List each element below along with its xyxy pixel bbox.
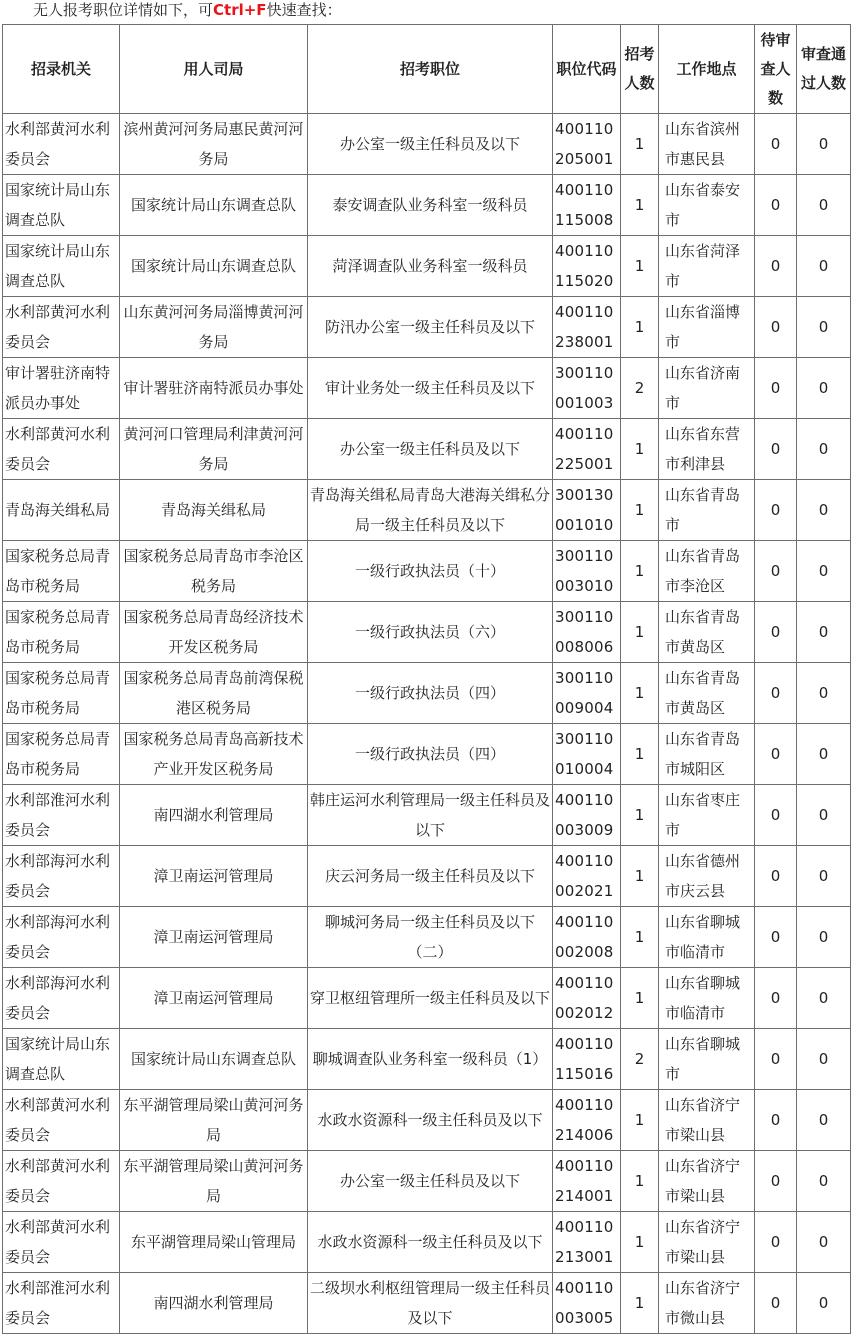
col-header-location: 工作地点 (659, 25, 755, 114)
cell-code: 400110003005 (553, 1273, 621, 1334)
cell-code: 400110002021 (553, 846, 621, 907)
cell-quota: 2 (621, 358, 659, 419)
cell-agency: 水利部海河水利委员会 (3, 968, 120, 1029)
cell-agency: 水利部海河水利委员会 (3, 907, 120, 968)
table-row (3, 1029, 851, 1090)
cell-position: 庆云河务局一级主任科员及以下 (308, 846, 553, 907)
table-header-row (3, 25, 851, 114)
table-row (3, 297, 851, 358)
cell-position: 菏泽调查队业务科室一级科员 (308, 236, 553, 297)
cell-approved: 0 (797, 1212, 851, 1273)
cell-location: 山东省济宁市梁山县 (659, 1090, 755, 1151)
cell-location: 山东省东营市利津县 (659, 419, 755, 480)
cell-quota: 1 (621, 1273, 659, 1334)
cell-pending: 0 (755, 663, 797, 724)
cell-approved: 0 (797, 785, 851, 846)
cell-approved: 0 (797, 541, 851, 602)
col-header-agency: 招录机关 (3, 25, 120, 114)
cell-agency: 国家统计局山东调查总队 (3, 236, 120, 297)
table-row (3, 1090, 851, 1151)
cell-position: 办公室一级主任科员及以下 (308, 419, 553, 480)
cell-location: 山东省济宁市梁山县 (659, 1151, 755, 1212)
cell-department: 南四湖水利管理局 (120, 785, 308, 846)
cell-pending: 0 (755, 541, 797, 602)
cell-agency: 青岛海关缉私局 (3, 480, 120, 541)
cell-code: 400110115020 (553, 236, 621, 297)
cell-code: 400110214001 (553, 1151, 621, 1212)
vacancy-table (2, 24, 851, 1334)
cell-code: 400110002012 (553, 968, 621, 1029)
cell-position: 韩庄运河水利管理局一级主任科员及以下 (308, 785, 553, 846)
cell-department: 审计署驻济南特派员办事处 (120, 358, 308, 419)
table-row (3, 602, 851, 663)
cell-position: 办公室一级主任科员及以下 (308, 1151, 553, 1212)
cell-department: 滨州黄河河务局惠民黄河河务局 (120, 114, 308, 175)
cell-location: 山东省青岛市 (659, 480, 755, 541)
cell-pending: 0 (755, 1273, 797, 1334)
cell-pending: 0 (755, 785, 797, 846)
col-header-code: 职位代码 (553, 25, 621, 114)
cell-agency: 水利部黄河水利委员会 (3, 419, 120, 480)
table-row (3, 114, 851, 175)
cell-pending: 0 (755, 602, 797, 663)
cell-location: 山东省德州市庆云县 (659, 846, 755, 907)
cell-location: 山东省泰安市 (659, 175, 755, 236)
shortcut-hint: Ctrl+F (213, 1, 267, 19)
cell-pending: 0 (755, 297, 797, 358)
cell-code: 400110002008 (553, 907, 621, 968)
cell-pending: 0 (755, 1090, 797, 1151)
cell-pending: 0 (755, 846, 797, 907)
intro-text: 无人报考职位详情如下，可 (33, 1, 214, 19)
cell-agency: 水利部黄河水利委员会 (3, 297, 120, 358)
cell-agency: 审计署驻济南特派员办事处 (3, 358, 120, 419)
cell-agency: 国家统计局山东调查总队 (3, 175, 120, 236)
cell-quota: 1 (621, 602, 659, 663)
cell-location: 山东省青岛市李沧区 (659, 541, 755, 602)
cell-location: 山东省济宁市微山县 (659, 1273, 755, 1334)
cell-position: 泰安调查队业务科室一级科员 (308, 175, 553, 236)
cell-quota: 1 (621, 724, 659, 785)
cell-position: 二级坝水利枢纽管理局一级主任科员及以下 (308, 1273, 553, 1334)
cell-approved: 0 (797, 907, 851, 968)
cell-quota: 1 (621, 663, 659, 724)
cell-department: 国家税务总局青岛市李沧区税务局 (120, 541, 308, 602)
cell-approved: 0 (797, 1090, 851, 1151)
cell-position: 办公室一级主任科员及以下 (308, 114, 553, 175)
cell-quota: 1 (621, 785, 659, 846)
cell-code: 300130001010 (553, 480, 621, 541)
cell-code: 300110009004 (553, 663, 621, 724)
col-header-quota: 招考人数 (621, 25, 659, 114)
cell-position: 聊城河务局一级主任科员及以下（二） (308, 907, 553, 968)
table-row (3, 480, 851, 541)
table-row (3, 541, 851, 602)
table-row (3, 1151, 851, 1212)
cell-location: 山东省青岛市城阳区 (659, 724, 755, 785)
cell-quota: 1 (621, 114, 659, 175)
table-row (3, 907, 851, 968)
cell-quota: 1 (621, 297, 659, 358)
cell-approved: 0 (797, 358, 851, 419)
cell-location: 山东省菏泽市 (659, 236, 755, 297)
cell-quota: 1 (621, 907, 659, 968)
cell-location: 山东省滨州市惠民县 (659, 114, 755, 175)
cell-position: 一级行政执法员（十） (308, 541, 553, 602)
cell-agency: 水利部黄河水利委员会 (3, 1090, 120, 1151)
cell-location: 山东省济宁市梁山县 (659, 1212, 755, 1273)
cell-position: 聊城调查队业务科室一级科员（1） (308, 1029, 553, 1090)
cell-department: 国家统计局山东调查总队 (120, 236, 308, 297)
cell-code: 400110205001 (553, 114, 621, 175)
cell-position: 一级行政执法员（四） (308, 724, 553, 785)
cell-department: 东平湖管理局梁山黄河河务局 (120, 1151, 308, 1212)
cell-location: 山东省青岛市黄岛区 (659, 663, 755, 724)
cell-pending: 0 (755, 236, 797, 297)
cell-pending: 0 (755, 1029, 797, 1090)
cell-agency: 国家税务总局青岛市税务局 (3, 663, 120, 724)
col-header-position: 招考职位 (308, 25, 553, 114)
cell-code: 400110225001 (553, 419, 621, 480)
cell-position: 一级行政执法员（四） (308, 663, 553, 724)
col-header-department: 用人司局 (120, 25, 308, 114)
cell-pending: 0 (755, 907, 797, 968)
cell-quota: 1 (621, 846, 659, 907)
cell-code: 300110003010 (553, 541, 621, 602)
cell-approved: 0 (797, 419, 851, 480)
cell-position: 水政水资源科一级主任科员及以下 (308, 1090, 553, 1151)
cell-location: 山东省青岛市黄岛区 (659, 602, 755, 663)
intro-line (0, 0, 851, 24)
cell-pending: 0 (755, 175, 797, 236)
cell-location: 山东省聊城市临清市 (659, 907, 755, 968)
cell-agency: 国家统计局山东调查总队 (3, 1029, 120, 1090)
cell-agency: 水利部黄河水利委员会 (3, 1212, 120, 1273)
table-row (3, 785, 851, 846)
table-row (3, 175, 851, 236)
cell-location: 山东省枣庄市 (659, 785, 755, 846)
col-header-approved: 审查通过人数 (797, 25, 851, 114)
cell-location: 山东省济南市 (659, 358, 755, 419)
cell-code: 400110214006 (553, 1090, 621, 1151)
cell-quota: 2 (621, 1029, 659, 1090)
cell-agency: 国家税务总局青岛市税务局 (3, 541, 120, 602)
cell-approved: 0 (797, 663, 851, 724)
cell-pending: 0 (755, 419, 797, 480)
cell-department: 国家统计局山东调查总队 (120, 175, 308, 236)
cell-approved: 0 (797, 175, 851, 236)
cell-pending: 0 (755, 1212, 797, 1273)
cell-agency: 水利部海河水利委员会 (3, 846, 120, 907)
table-row (3, 846, 851, 907)
cell-code: 400110213001 (553, 1212, 621, 1273)
cell-quota: 1 (621, 236, 659, 297)
cell-pending: 0 (755, 1151, 797, 1212)
table-row (3, 968, 851, 1029)
cell-pending: 0 (755, 724, 797, 785)
table-row (3, 1273, 851, 1334)
cell-quota: 1 (621, 968, 659, 1029)
cell-approved: 0 (797, 968, 851, 1029)
cell-department: 漳卫南运河管理局 (120, 846, 308, 907)
cell-department: 国家统计局山东调查总队 (120, 1029, 308, 1090)
cell-code: 400110115016 (553, 1029, 621, 1090)
cell-code: 300110001003 (553, 358, 621, 419)
cell-code: 400110003009 (553, 785, 621, 846)
cell-department: 青岛海关缉私局 (120, 480, 308, 541)
cell-approved: 0 (797, 1273, 851, 1334)
cell-code: 400110115008 (553, 175, 621, 236)
cell-department: 国家税务总局青岛经济技术开发区税务局 (120, 602, 308, 663)
cell-code: 400110238001 (553, 297, 621, 358)
cell-agency: 国家税务总局青岛市税务局 (3, 602, 120, 663)
cell-quota: 1 (621, 541, 659, 602)
cell-position: 防汛办公室一级主任科员及以下 (308, 297, 553, 358)
cell-department: 漳卫南运河管理局 (120, 907, 308, 968)
cell-code: 300110010004 (553, 724, 621, 785)
cell-pending: 0 (755, 358, 797, 419)
cell-approved: 0 (797, 114, 851, 175)
cell-agency: 水利部淮河水利委员会 (3, 1273, 120, 1334)
table-body (3, 114, 851, 1334)
table-row (3, 419, 851, 480)
cell-approved: 0 (797, 846, 851, 907)
table-row (3, 236, 851, 297)
cell-quota: 1 (621, 480, 659, 541)
cell-department: 漳卫南运河管理局 (120, 968, 308, 1029)
cell-approved: 0 (797, 1029, 851, 1090)
table-row (3, 724, 851, 785)
intro-text-end: 快速查找： (266, 1, 342, 19)
cell-pending: 0 (755, 114, 797, 175)
cell-approved: 0 (797, 724, 851, 785)
cell-position: 一级行政执法员（六） (308, 602, 553, 663)
cell-agency: 水利部淮河水利委员会 (3, 785, 120, 846)
cell-approved: 0 (797, 602, 851, 663)
cell-approved: 0 (797, 236, 851, 297)
cell-quota: 1 (621, 1090, 659, 1151)
cell-location: 山东省聊城市临清市 (659, 968, 755, 1029)
cell-quota: 1 (621, 175, 659, 236)
cell-position: 水政水资源科一级主任科员及以下 (308, 1212, 553, 1273)
cell-approved: 0 (797, 1151, 851, 1212)
cell-location: 山东省聊城市 (659, 1029, 755, 1090)
cell-pending: 0 (755, 968, 797, 1029)
cell-department: 国家税务总局青岛前湾保税港区税务局 (120, 663, 308, 724)
cell-location: 山东省淄博市 (659, 297, 755, 358)
cell-position: 青岛海关缉私局青岛大港海关缉私分局一级主任科员及以下 (308, 480, 553, 541)
cell-approved: 0 (797, 297, 851, 358)
cell-department: 南四湖水利管理局 (120, 1273, 308, 1334)
table-row (3, 358, 851, 419)
cell-position: 穿卫枢纽管理所一级主任科员及以下 (308, 968, 553, 1029)
cell-quota: 1 (621, 419, 659, 480)
cell-agency: 水利部黄河水利委员会 (3, 114, 120, 175)
cell-department: 国家税务总局青岛高新技术产业开发区税务局 (120, 724, 308, 785)
cell-code: 300110008006 (553, 602, 621, 663)
cell-department: 东平湖管理局梁山管理局 (120, 1212, 308, 1273)
cell-position: 审计业务处一级主任科员及以下 (308, 358, 553, 419)
cell-quota: 1 (621, 1151, 659, 1212)
cell-department: 东平湖管理局梁山黄河河务局 (120, 1090, 308, 1151)
cell-department: 黄河河口管理局利津黄河河务局 (120, 419, 308, 480)
cell-agency: 国家税务总局青岛市税务局 (3, 724, 120, 785)
col-header-pending: 待审查人数 (755, 25, 797, 114)
cell-quota: 1 (621, 1212, 659, 1273)
cell-approved: 0 (797, 480, 851, 541)
cell-agency: 水利部黄河水利委员会 (3, 1151, 120, 1212)
table-row (3, 663, 851, 724)
table-row (3, 1212, 851, 1273)
cell-department: 山东黄河河务局淄博黄河河务局 (120, 297, 308, 358)
cell-pending: 0 (755, 480, 797, 541)
